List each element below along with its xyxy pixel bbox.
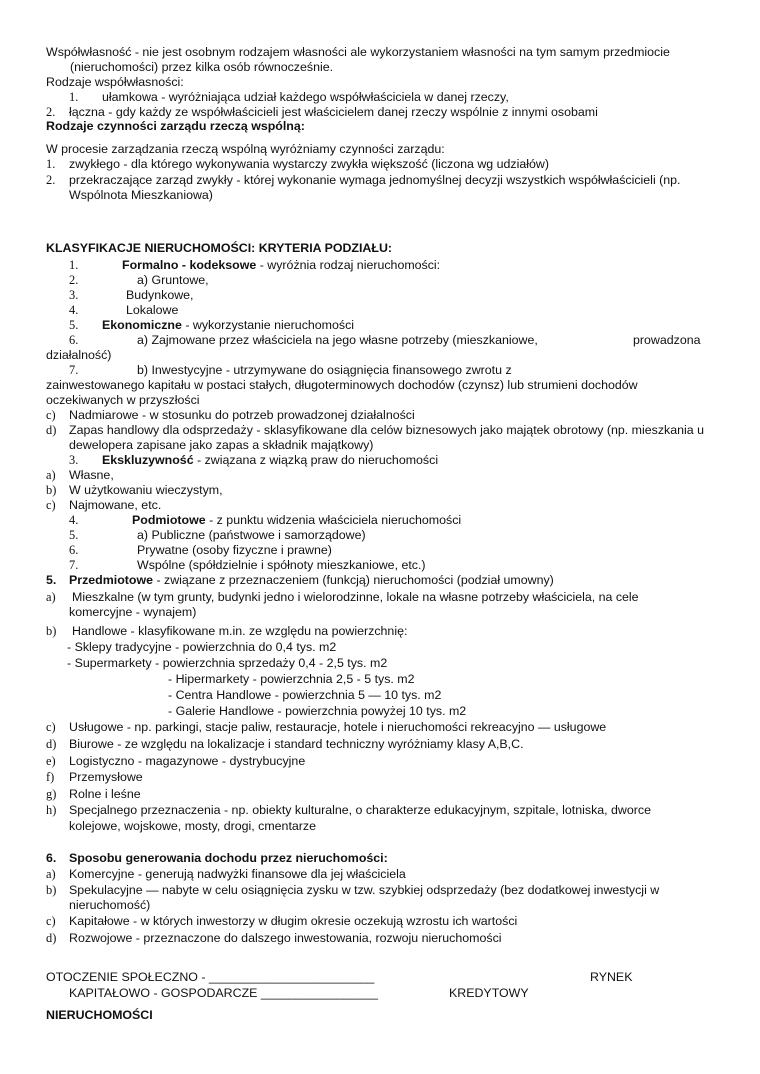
formal-building: Budynkowe, [126, 288, 194, 302]
acts-intro: W procesie zarządzania rzeczą wspólną wyróżniamy czynności zarządu: [46, 142, 445, 156]
footer-credit: KREDYTOWY [449, 986, 529, 1000]
list-marker: 7. [69, 363, 79, 377]
criterion-title: Ekskluzywność [102, 453, 194, 467]
subj-private: Prywatne (osoby fizyczne i prawne) [137, 543, 332, 557]
object-services: Usługowe - np. parkingi, stacje paliw, restauracje, hotele i nieruchomości rekreacyjno — usługowe [69, 720, 607, 734]
types-heading: Rodzaje współwłasności: [46, 75, 184, 89]
econ-owner-occupied: a) Zajmowane przez właściciela na jego własne potrzeby (mieszkaniowe, [137, 333, 538, 347]
retail-hypermarkets: - Hipermarkety - powierzchnia 2,5 - 5 tys. m2 [168, 672, 415, 686]
criterion-desc: - związana z wiązką praw do nieruchomości [193, 453, 439, 467]
acts-heading: Rodzaje czynności zarządu rzeczą wspólną: [46, 119, 305, 133]
footer-social-environment: OTOCZENIE SPOŁECZNO - ________________________ [46, 970, 375, 984]
list-marker: 6. [46, 851, 57, 865]
list-marker: 5. [46, 573, 57, 587]
list-marker: 1. [69, 258, 79, 272]
econ-investment-line-2: zainwestowanego kapitału w postaci stałych, długoterminowych dochodów (czynsz) lub strumieni dochodów [46, 378, 638, 392]
object-special-line-2: kolejowe, wojskowe, mosty, drogi, cmentarze [69, 819, 316, 833]
list-marker: g) [46, 787, 57, 801]
object-office: Biurowe - ze względu na lokalizacje i standard techniczny wyróżniamy klasy A,B,C. [69, 737, 524, 751]
formal-land: a) Gruntowe, [137, 273, 209, 287]
definition-line-2: (nieruchomości) przez kilka osób równocześnie. [70, 60, 334, 74]
criterion-subjective [132, 513, 461, 528]
list-marker: 4. [69, 303, 79, 317]
list-marker: b) [46, 624, 57, 638]
list-marker: h) [46, 803, 57, 817]
act-extraordinary-line-2: Wspólnota Mieszkaniowa) [69, 188, 213, 202]
object-residential-line-1: Mieszkalne (w tym grunty, budynki jedno i wielorodzinne, lokale na własne potrzeby właściciela, na cele [72, 590, 639, 604]
criterion-income: Sposobu generowania dochodu przez nieruchomości: [69, 851, 388, 865]
criterion-desc: - z punktu widzenia właściciela nieruchomości [205, 513, 462, 527]
econ-investment-line-3: oczekiwanych w przyszłości [46, 393, 200, 407]
classification-heading: KLASYFIKACJE NIERUCHOMOŚCI: KRYTERIA PODZIAŁU: [46, 241, 393, 255]
criterion-desc: - wykorzystanie nieruchomości [181, 318, 355, 332]
econ-owner-occupied-cont: działalność) [46, 348, 112, 362]
list-marker: d) [46, 931, 57, 945]
list-marker: 1. [46, 157, 56, 171]
list-marker: b) [46, 883, 57, 897]
list-marker: b) [46, 483, 57, 497]
list-marker: d) [46, 423, 57, 437]
excl-own: Własne, [69, 468, 114, 482]
criterion-exclusivity [102, 453, 438, 468]
econ-inventory-line-2: dewelopera zapisane jako zapas a składnik majątkowy) [69, 438, 374, 452]
formal-premises: Lokalowe [126, 303, 179, 317]
criterion-object [69, 573, 554, 588]
list-marker: 6. [69, 543, 79, 557]
list-marker: 2. [46, 105, 56, 119]
list-marker: c) [46, 498, 56, 512]
object-special-line-1: Specjalnego przeznaczenia - np. obiekty kulturalne, o charakterze edukacyjnym, szpitale, lotniska, dworce [69, 803, 651, 817]
definition-line-1: Współwłasność - nie jest osobnym rodzajem własności ale wykorzystaniem własności na tym samym przedmiocie [46, 45, 670, 59]
criterion-title: Podmiotowe [132, 513, 206, 527]
retail-galleries: - Galerie Handlowe - powierzchnia powyżej 10 tys. m2 [168, 704, 467, 718]
retail-shopping-centres: - Centra Handlowe - powierzchnia 5 — 10 tys. m2 [168, 688, 442, 702]
criterion-title: Przedmiotowe [69, 573, 153, 587]
list-marker: c) [46, 408, 56, 422]
income-development: Rozwojowe - przeznaczone do dalszego inwestowania, rozwoju nieruchomości [69, 931, 502, 945]
list-marker: 1. [69, 90, 79, 104]
object-residential-line-2: komercyjne - wynajem) [69, 605, 197, 619]
object-logistics: Logistyczno - magazynowe - dystrybucyjne [69, 754, 306, 768]
criterion-title: Ekonomiczne [102, 318, 182, 332]
income-capital: Kapitałowe - w których inwestorzy w długim okresie oczekują wzrostu ich wartości [69, 914, 518, 928]
subj-shared: Wspólne (spółdzielnie i spółnoty mieszkaniowe, etc.) [137, 558, 426, 572]
object-retail: Handlowe - klasyfikowane m.in. ze względu na powierzchnię: [72, 624, 408, 638]
subj-public: a) Publiczne (państwowe i samorządowe) [137, 528, 366, 542]
criterion-formal [122, 258, 440, 273]
footer-capital-economic: KAPITAŁOWO - GOSPODARCZE _________________ [69, 986, 378, 1000]
criterion-desc: - związane z przeznaczeniem (funkcją) nieruchomości (podział umowny) [153, 573, 554, 587]
footer-real-estate: NIERUCHOMOŚCI [46, 1008, 153, 1022]
criterion-desc: - wyróżnia rodzaj nieruchomości: [256, 258, 441, 272]
income-commercial: Komercyjne - generują nadwyżki finansowe dla jej właściciela [69, 867, 406, 881]
act-extraordinary-line-1: przekraczające zarząd zwykły - której wykonanie wymaga jednomyślnej decyzji wszystkich współwłaścicieli (np. [69, 173, 681, 187]
list-marker: a) [46, 867, 56, 881]
object-agricultural: Rolne i leśne [69, 787, 141, 801]
econ-surplus: Nadmiarowe - w stosunku do potrzeb prowadzonej działalności [69, 408, 415, 422]
list-marker: 4. [69, 513, 79, 527]
retail-traditional: - Sklepy tradycyjne - powierzchnia do 0,4 tys. m2 [67, 640, 337, 654]
list-marker: 2. [46, 173, 56, 187]
retail-supermarkets: - Supermarkety - powierzchnia sprzedaży 0,4 - 2,5 tys. m2 [67, 656, 388, 670]
income-speculative-line-1: Spekulacyjne — nabyte w celu osiągnięcia zysku w tzw. szybkiej odsprzedaży (bez dodatkowej inwestycji w [69, 883, 660, 897]
list-marker: 5. [69, 318, 79, 332]
object-industrial: Przemysłowe [69, 770, 143, 784]
econ-inventory-line-1: Zapas handlowy dla odsprzedaży - sklasyfikowane dla celów biznesowych jako majątek obrotowy (np. mieszkania u [69, 423, 704, 437]
list-marker: c) [46, 914, 56, 928]
list-marker: 2. [69, 273, 79, 287]
footer-market: RYNEK [590, 970, 633, 984]
list-marker: e) [46, 754, 56, 768]
list-marker: d) [46, 737, 57, 751]
list-marker: 3. [69, 453, 79, 467]
econ-owner-occupied-right: prowadzona [633, 333, 701, 347]
act-ordinary: zwykłego - dla którego wykonywania wystarczy zwykła większość (liczona wg udziałów) [69, 157, 549, 171]
econ-investment-line-1: b) Inwestycyjne - utrzymywane do osiągnięcia finansowego zwrotu z [137, 363, 512, 377]
list-marker: 3. [69, 288, 79, 302]
list-marker: 6. [69, 333, 79, 347]
criterion-title: Formalno - kodeksowe [122, 258, 257, 272]
type-fractional: ułamkowa - wyróżniająca udział każdego współwłaściciela w danej rzeczy, [102, 90, 509, 104]
list-marker: c) [46, 720, 56, 734]
type-joint: łączna - gdy każdy ze współwłaścicieli jest właścicielem danej rzeczy wspólnie z innymi osobami [69, 105, 598, 119]
list-marker: 7. [69, 558, 79, 572]
list-marker: a) [46, 590, 56, 604]
income-speculative-line-2: nieruchomość) [69, 898, 151, 912]
list-marker: f) [46, 770, 55, 784]
excl-perpetual-usufruct: W użytkowaniu wieczystym, [69, 483, 223, 497]
excl-rented: Najmowane, etc. [69, 498, 162, 512]
list-marker: a) [46, 468, 56, 482]
list-marker: 5. [69, 528, 79, 542]
criterion-economic [102, 318, 354, 333]
